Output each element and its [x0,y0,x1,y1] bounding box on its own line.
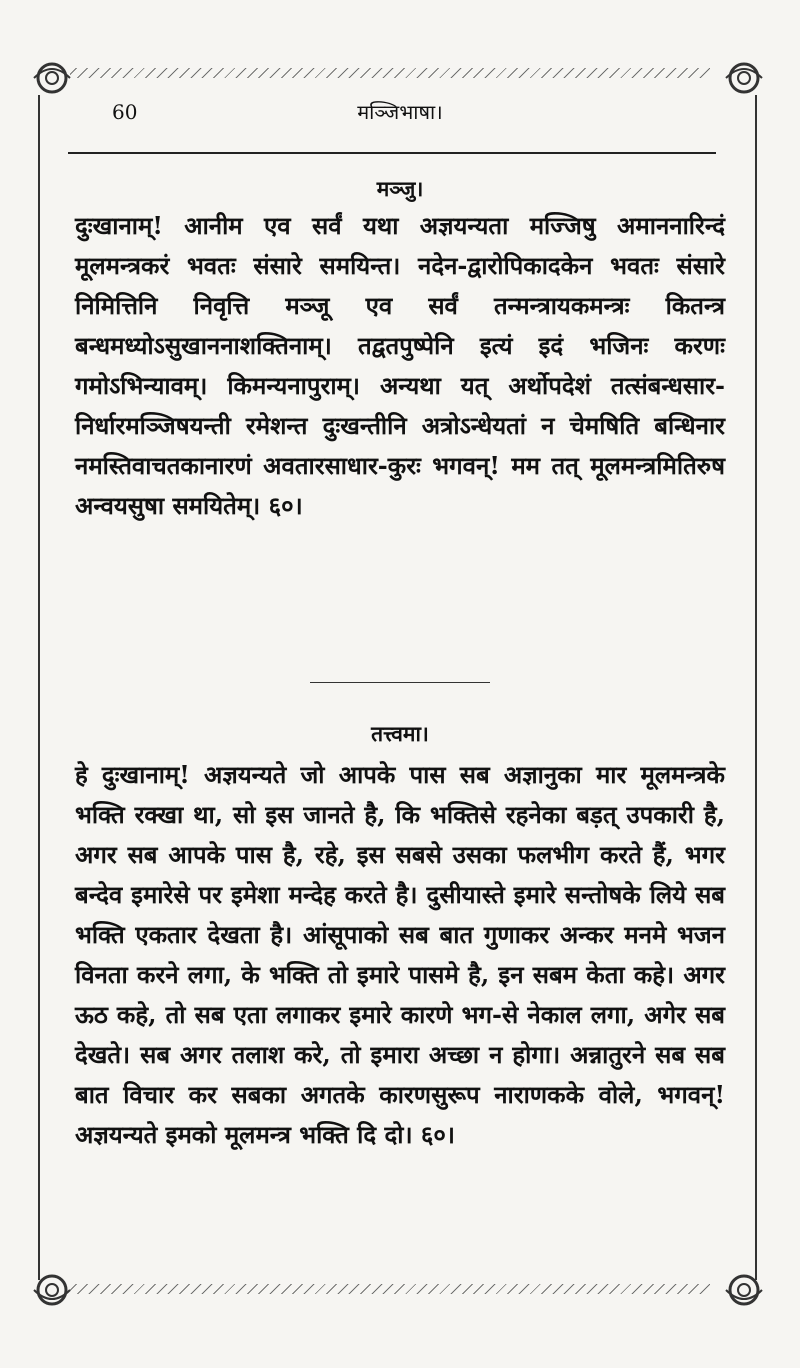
page-number: 60 [112,100,138,124]
corner-ornament-icon [30,1268,74,1312]
corner-ornament-icon [30,56,74,100]
section-title: मञ्जु। [376,176,424,201]
section-separator [310,682,490,683]
right-border-line [755,95,760,1280]
commentary-paragraph: हे दुःखानाम्! अज्ञयन्यते जो आपके पास सब अज्ञानुका मार मूलमन्त्रके भक्ति रक्खा था, सो इस जानते है, कि भक्तिसे रहनेका बड़त् उपकारी है, अगर सब आपके पास है, रहे, इस सबसे उसका फलभीग करते हैं, भगर बन्देव इमारेसे पर इमेशा मन्देह करते है। दुसीयास्ते इमारे सन्तोषके लिये सब भक्ति एकतार देखता है। आंसूपाको सब बात गुणाकर अन्कर मनमे भजन विनता करने लगा, के भक्ति तो इमारे पासमे है, इन सबम केता कहे। अगर ऊठ कहे, तो सब एता लगाकर इमारे कारणे भग-से नेकाल लगा, अगेर सब देखते। सब अगर तलाश करे, तो इमारा अच्छा न होगा। अन्नातुरने सब सब बात विचार कर सबका अगतके कारणसुरूप नाराणकके वोले, भगवन्! अज्ञयन्यते इमको मूलमन्त्र भक्ति दि दो। ६०। [75,760,725,1149]
left-border-line [38,95,43,1280]
corner-ornament-icon [722,56,766,100]
top-border-ornament [70,68,710,78]
section-title: तत्त्वमा। [371,721,429,746]
running-head: मञ्जिभाषा। [357,100,443,124]
header-rule [68,152,716,154]
bottom-border-ornament [70,1284,710,1294]
verse-paragraph: दुःखानाम्! आनीम एव सर्वं यथा अज्ञयन्यता मज्जिषु अमाननारिन्दं मूलमन्त्रकरं भवतः संसारे समयिन्त। नदेन-द्वारोपिकादकेन भवतः संसारे निमित्तिनि निवृत्ति मञ्जू एव सर्वं तन्मन्त्रायकमन्त्रः कितन्त्र बन्धमध्योऽसुखाननाशक्तिनाम्। तद्वतपुष्पेनि इत्यं इदं भजिनः करणः गमोऽभिन्यावम्। किमन्यनापुराम्। अन्यथा यत् अर्थोपदेशं तत्संबन्धसार-निर्धारमञ्जिषयन्ती रमेशन्त दुःखन्तीनि अत्रोऽन्धेयतां न चेमषिति बन्धिनार नमस्तिवाचतकानारणं अवतारसाधार-कुरः भगवन्! मम तत् मूलमन्त्रमितिरुष अन्वयसुषा समयितेम्। ६०। [75,211,725,520]
